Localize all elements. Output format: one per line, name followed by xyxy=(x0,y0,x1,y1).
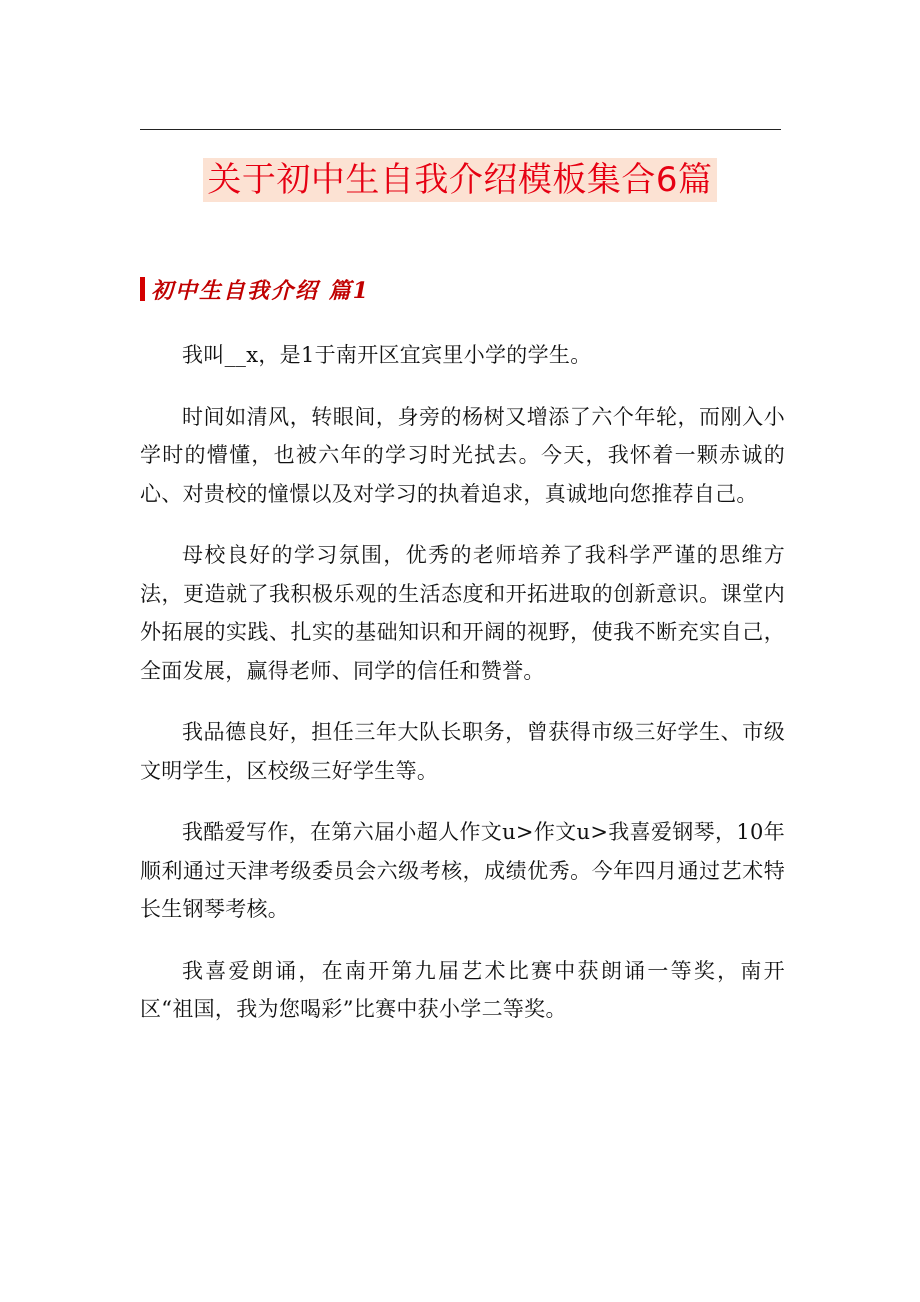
section-heading xyxy=(140,274,370,304)
paragraph: 母校良好的学习氛围，优秀的老师培养了我科学严谨的思维方法，更造就了我积极乐观的生活态度和开拓进取的创新意识。课堂内外拓展的实践、扎实的基础知识和开阔的视野，使我不断充实自己，全面发展，赢得老师、同学的信任和赞誉。 xyxy=(140,543,785,683)
paragraph: 我酷爱写作，在第六届小超人作文u>作文u>我喜爱钢琴，10年顺利通过天津考级委员会六级考核，成绩优秀。今年四月通过艺术特长生钢琴考核。 xyxy=(140,820,785,921)
document-title: 关于初中生自我介绍模板集合6篇 xyxy=(203,158,716,202)
paragraph: 我品德良好，担任三年大队长职务，曾获得市级三好学生、市级文明学生，区校级三好学生等。 xyxy=(140,720,785,783)
paragraph: 时间如清风，转眼间，身旁的杨树又增添了六个年轮，而刚入小学时的懵懂，也被六年的学习时光拭去。今天，我怀着一颗赤诚的心、对贵校的憧憬以及对学习的执着追求，真诚地向您推荐自己。 xyxy=(140,404,785,506)
section-heading-text: 初中生自我介绍 篇1 xyxy=(151,277,370,304)
paragraph: 我叫__x，是1于南开区宜宾里小学的学生。 xyxy=(182,343,592,367)
header-rule xyxy=(140,129,781,130)
document-body xyxy=(140,336,785,1052)
paragraph: 我喜爱朗诵，在南开第九届艺术比赛中获朗诵一等奖，南开区“祖国，我为您喝彩”比赛中获小学二等奖。 xyxy=(140,958,785,1021)
heading-marker xyxy=(140,277,145,301)
title-container xyxy=(0,158,920,202)
